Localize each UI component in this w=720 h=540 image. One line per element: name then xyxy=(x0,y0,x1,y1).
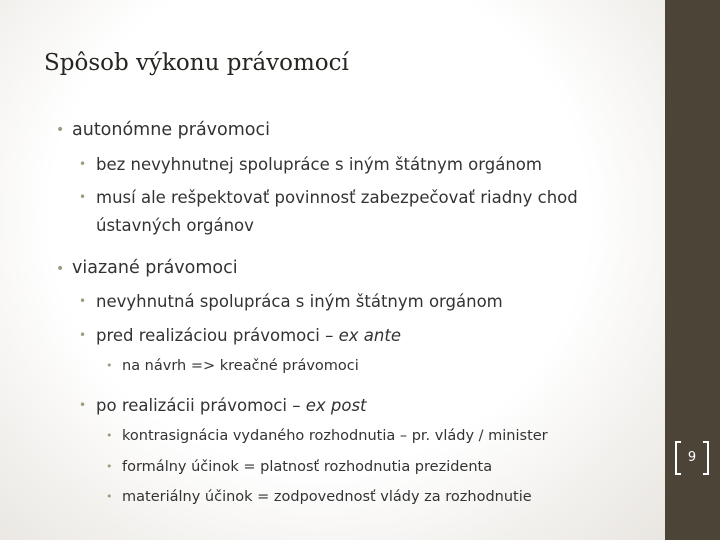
bullet-icon: • xyxy=(79,190,87,204)
list-item-ex-ante xyxy=(96,326,401,345)
list-item-ex-ante-text: pred realizáciou právomoci – xyxy=(96,326,339,345)
list-item-autonomne: autonómne právomoci xyxy=(72,120,270,140)
bullet-icon: • xyxy=(56,122,65,138)
ex-post-italic: ex post xyxy=(305,396,367,415)
bullet-icon: • xyxy=(106,490,113,503)
list-item-ex-post-text: po realizácii právomoci – xyxy=(96,396,306,415)
bullet-icon: • xyxy=(106,460,113,473)
list-item-viazane: viazané právomoci xyxy=(72,258,238,278)
ex-ante-italic: ex ante xyxy=(338,326,401,345)
list-item-bez-spoluprace: bez nevyhnutnej spolupráce s iným štátnym orgánom xyxy=(96,155,542,174)
list-item-respektovat-line2: ústavných orgánov xyxy=(96,216,254,235)
bullet-icon: • xyxy=(106,429,113,442)
bullet-icon: • xyxy=(79,328,87,342)
list-item-na-navrh: na návrh => kreačné právomoci xyxy=(122,358,359,374)
bullet-icon: • xyxy=(79,294,87,308)
list-item-kontrasignacia: kontrasignácia vydaného rozhodnutia – pr. vlády / minister xyxy=(122,428,548,444)
list-item-formalny-ucinok: formálny účinok = platnosť rozhodnutia prezidenta xyxy=(122,459,493,475)
list-item-ex-post xyxy=(96,396,367,415)
bullet-icon: • xyxy=(79,157,87,171)
list-item-nevyhnutna-spolupraca: nevyhnutná spolupráca s iným štátnym orgánom xyxy=(96,292,503,311)
page-number: 9 xyxy=(687,450,697,465)
page-number-badge xyxy=(673,440,711,476)
bullet-icon: • xyxy=(79,398,87,412)
bullet-icon: • xyxy=(106,359,113,372)
bullet-icon: • xyxy=(56,261,65,277)
slide-title: Spôsob výkonu právomocí xyxy=(44,50,349,76)
list-item-respektovat-line1: musí ale rešpektovať povinnosť zabezpečovať riadny chod xyxy=(96,188,578,207)
list-item-materialny-ucinok: materiálny účinok = zodpovednosť vlády za rozhodnutie xyxy=(122,489,532,505)
